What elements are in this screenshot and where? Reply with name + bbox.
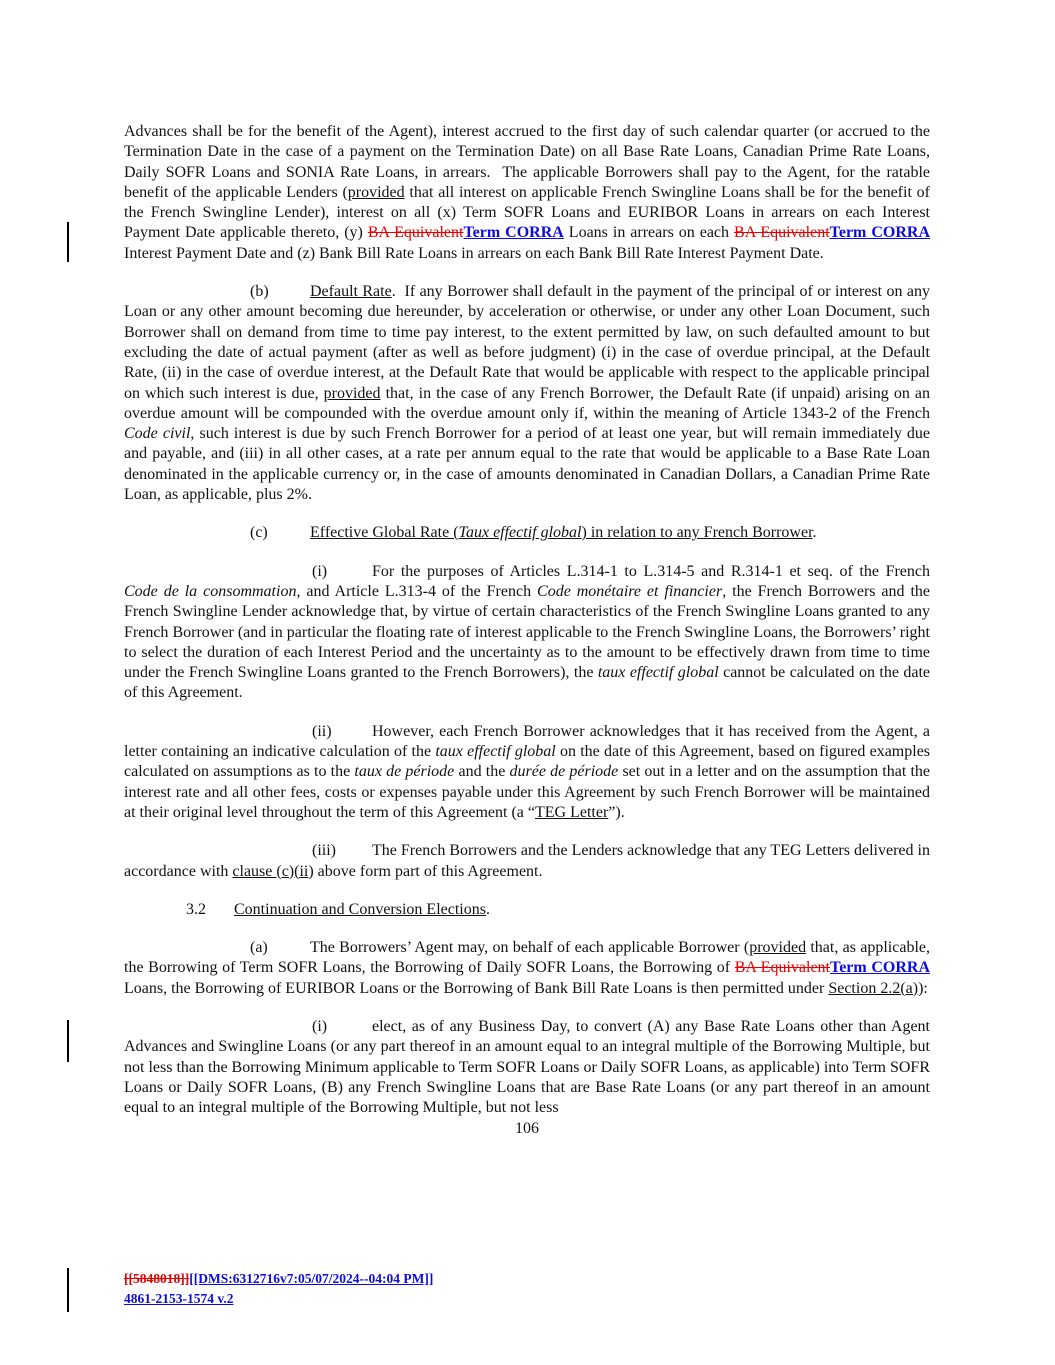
text-run: on the date of this Agreement, based on figured examples calculated on assumptions as to the: [124, 743, 931, 781]
text-run: that all interest on applicable French Swingline Loans shall be for the benefit of the French Swingline Lender), interest on all (x) Term SOFR Loans and EURIBOR Loans in arrears on each Interest Payment Date applicable thereto, (y): [124, 183, 931, 242]
footer-filing-id-line: [124, 1289, 433, 1309]
text-run: set out in a letter and on the assumption that the interest rate and all other fees, costs or expenses payable under this Agreement by such French Borrower will be maintained at their original level throughout the term of this Agreement (a “: [124, 763, 930, 821]
clause-c-i: [124, 562, 930, 704]
text-run: , such interest is due by such French Borrower for a period of at least one year, but will remain immediately due and payable, and (iii) in all other cases, at a rate per annum equal to the rate that would be applicable to a Base Rate Loan denominated in the applicable currency or, in the case of amounts denominated in Canadian Dollars, a Canadian Prime Rate Loan, as applicable, plus 2%.: [124, 425, 931, 504]
text-run: Default Rate: [310, 283, 392, 301]
text-run: Continuation and Conversion Elections: [234, 900, 486, 918]
text-run: .: [812, 524, 817, 542]
paragraph-marker: (iii): [312, 842, 336, 860]
text-run: elect, as of any Business Day, to convert (A) any Base Rate Loans other than Agent Advances and Swingline Loans (or any part thereof in an amount equal to an integral multiple of the Borrowing Multiple, but not less than the Borrowing Minimum applicable to Term SOFR Loans or Daily SOFR Loans, as applicable) into Term SOFR Loans or Daily SOFR Loans, (B) any French Swingline Loans that are Base Rate Loans (or any part thereof in an amount equal to an integral multiple of the Borrowing Multiple, but not less: [124, 1017, 930, 1117]
paragraph-marker: (ii): [312, 722, 332, 740]
text-run: However, each French Borrower acknowledges that it has received from the Agent, a letter containing an indicative calculation of the: [124, 722, 930, 761]
text-run: clause (c)(ii): [232, 862, 314, 880]
text-run: The French Borrowers and the Lenders acknowledge that any TEG Letters delivered in accordance with: [124, 842, 930, 880]
text-run: that, in the case of any French Borrower, the Default Rate (if unpaid) arising on an overdue amount will be compounded with the overdue amount only if, within the meaning of Article 1343-2 of the French: [124, 384, 931, 422]
text-run: TEG Letter: [534, 803, 609, 821]
text-run: BA Equivalent: [367, 224, 464, 242]
text-run: , and Article L.313-4 of the French: [296, 582, 538, 600]
clause-a-i: [124, 1017, 930, 1118]
text-run: ”).: [608, 803, 625, 821]
text-run: taux effectif global: [435, 743, 556, 761]
clause-c-ii: [124, 722, 930, 823]
text-run: 4861-2153-1574 v.2: [124, 1291, 234, 1306]
margin-change-bar: [67, 222, 69, 262]
text-run: [[DMS:6312716v7:05/07/2024--04:04 PM]]: [189, 1271, 434, 1286]
para-interest-payment-continuation: [124, 122, 930, 264]
text-run: ):: [918, 979, 928, 997]
text-run: Term CORRA: [463, 224, 564, 242]
text-run: Term CORRA: [830, 959, 931, 977]
clause-c-heading: [124, 523, 930, 543]
clause-a: [124, 938, 930, 999]
text-run: Loans in arrears on each: [563, 224, 735, 242]
text-run: provided: [323, 384, 381, 402]
text-run: Effective Global Rate (: [310, 524, 459, 542]
text-run: cannot be calculated on the date of this Agreement.: [124, 664, 930, 702]
text-run: Term CORRA: [829, 224, 931, 242]
text-run: taux de période: [354, 763, 455, 781]
margin-change-bar: [67, 1020, 69, 1062]
text-run: . If any Borrower shall default in the payment of the principal of or interest on any Loan or any other amount becoming due hereunder, by acceleration or otherwise, or under any other Loan Document, such Borrower shall on demand from time to time pay interest, to the extent permitted by law, on such defaulted amount to but excluding the date of actual payment (after as well as before judgment) (i) in the case of overdue principal, at the Default Rate, (ii) in the case of overdue interest, at the Default Rate that would be applicable with respect to the applicable principal on which such interest is due,: [124, 283, 930, 402]
text-run: For the purposes of Articles L.314-1 to L.314-5 and R.314-1 et seq. of the French: [372, 562, 930, 580]
text-run: The Borrowers’ Agent may, on behalf of each applicable Borrower (: [310, 939, 750, 957]
text-run: Section 2.2(a): [828, 979, 919, 997]
paragraph-marker: (i): [312, 562, 328, 580]
text-run: taux effectif global: [597, 664, 719, 682]
footer-doc-id-line: [124, 1269, 433, 1289]
text-run: BA Equivalent: [734, 959, 830, 977]
margin-change-bar: [67, 1268, 69, 1312]
text-run: provided: [749, 939, 807, 957]
clause-c-iii: [124, 841, 930, 882]
text-run: Code de la consommation: [124, 582, 297, 600]
text-run: Loans, the Borrowing of EURIBOR Loans or the Borrowing of Bank Bill Rate Loans is then permitted under: [124, 979, 829, 997]
paragraph-marker: (c): [250, 524, 268, 542]
text-run: Code civil: [124, 425, 191, 443]
text-run: and the: [454, 763, 510, 781]
text-run: Code monétaire et financier: [537, 582, 723, 600]
text-run: , the French Borrowers and the French Swingline Lender acknowledge that, by virtue of certain characteristics of the French Swingline Loans granted to any French Borrower (and in particular the floating rate of interest applicable to the French Swingline Loans, the Borrowers’ right to select the duration of each Interest Period and the uncertainty as to the amount to be effectively drawn from time to time under the French Swingline Loans granted to the French Borrowers), the: [124, 582, 931, 682]
text-run: provided: [347, 183, 405, 201]
text-run: durée de période: [509, 763, 619, 781]
text-run: that, as applicable, the Borrowing of Term SOFR Loans, the Borrowing of Daily SOFR Loans, the Borrowing of: [124, 939, 930, 977]
page-number: 106: [515, 1120, 539, 1138]
text-run: ) in relation to any French Borrower: [581, 524, 813, 542]
text-run: .: [485, 900, 490, 918]
text-run: Advances shall be for the benefit of the Agent), interest accrued to the first day of such calendar quarter (or accrued to the Termination Date in the case of a payment on the Termination Date) on all Base Rate Loans, Canadian Prime Rate Loans, Daily SOFR Loans and SONIA Rate Loans, in arrears. The applicable Borrowers shall pay to the Agent, for the ratable benefit of the applicable Lenders (: [124, 123, 930, 201]
text-run: Taux effectif global: [458, 524, 582, 542]
section-3-2-heading: [124, 900, 930, 920]
paragraph-marker: (a): [250, 939, 268, 957]
text-run: [[5848018]]: [124, 1271, 190, 1286]
document-body: [124, 122, 930, 1140]
clause-b-default-rate: [124, 282, 930, 505]
text-run: above form part of this Agreement.: [313, 862, 543, 880]
paragraph-marker: 3.2: [186, 900, 206, 918]
text-run: BA Equivalent: [734, 224, 830, 242]
paragraph-marker: (b): [250, 283, 269, 301]
text-run: Interest Payment Date and (z) Bank Bill Rate Loans in arrears on each Bank Bill Rate Interest Payment Date.: [124, 244, 824, 262]
document-footer: [124, 1269, 433, 1309]
paragraph-marker: (i): [312, 1017, 328, 1035]
